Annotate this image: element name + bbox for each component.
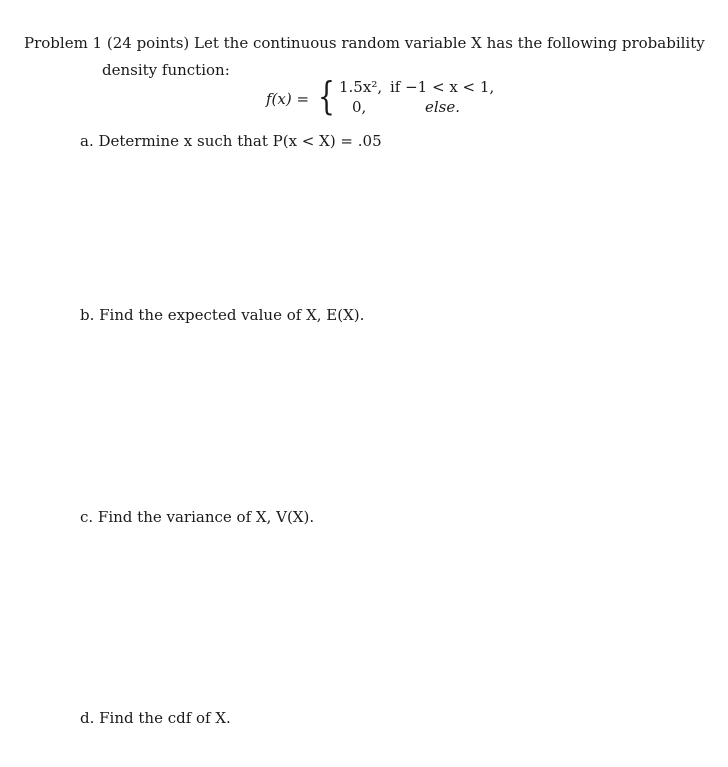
- pdf-definition: [266, 76, 526, 120]
- case1-condition: if −1 < x < 1,: [390, 78, 495, 96]
- problem-heading-continuation: density function:: [102, 61, 230, 79]
- part-a-question: a. Determine x such that P(x < X) = .05: [80, 132, 382, 150]
- case1-expression: 1.5x²,: [339, 78, 383, 96]
- part-b-question: b. Find the expected value of X, E(X).: [80, 306, 365, 324]
- part-d-question: d. Find the cdf of X.: [80, 709, 231, 727]
- part-c-question: c. Find the variance of X, V(X).: [80, 508, 315, 526]
- pdf-lhs: f(x) =: [266, 90, 310, 108]
- cases-brace: {: [318, 74, 335, 118]
- problem-heading: Problem 1 (24 points) Let the continuous random variable X has the following probability: [24, 34, 705, 52]
- case2-condition: else.: [425, 98, 461, 116]
- case2-expression: 0,: [352, 98, 367, 116]
